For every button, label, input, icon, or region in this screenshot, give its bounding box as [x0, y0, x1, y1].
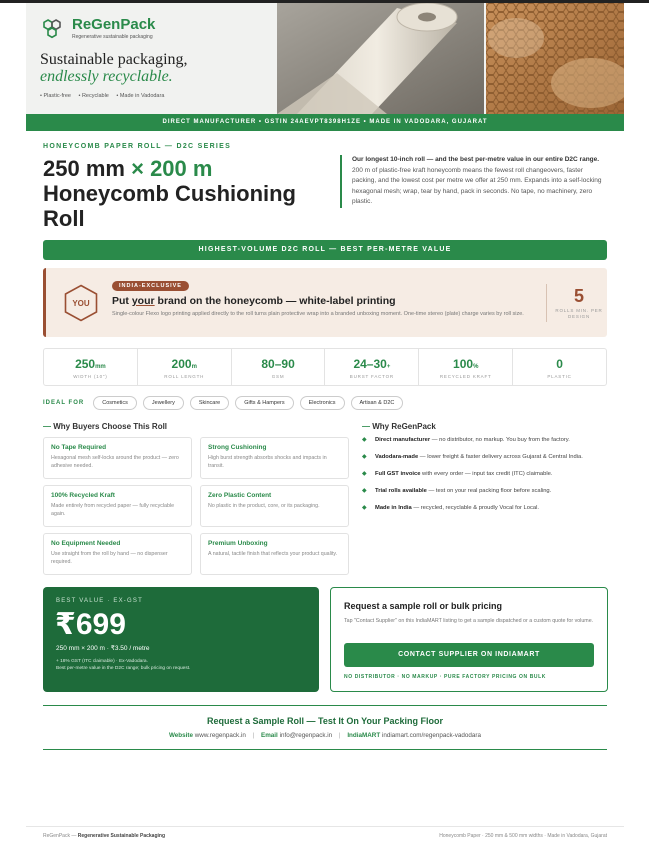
manufacturer-banner: DIRECT MANUFACTURER • GSTIN 24AEVPT8398H1ZE • MADE IN VADODARA, GUJARAT: [26, 114, 624, 131]
list-item: [362, 453, 607, 462]
price-label: BEST VALUE · EX-GST: [56, 598, 143, 604]
spec-value: 200: [171, 357, 192, 371]
hero-headline-accent: endlessly recyclable.: [40, 68, 173, 85]
contact-supplier-button[interactable]: CONTACT SUPPLIER ON INDIAMART: [344, 643, 594, 667]
spec-unit: mm: [95, 364, 106, 370]
spec-value: 0: [556, 357, 563, 371]
item-text: with every order — input tax credit (ITC) claimable.: [420, 471, 553, 477]
spec-value: 100: [453, 357, 474, 371]
use-case-chip: Gifts & Hampers: [235, 396, 293, 410]
hexagon-logo-icon: [40, 17, 64, 41]
brand-tagline: Regenerative sustainable packaging: [72, 34, 153, 40]
title-part: brand on the honeycomb — white-label printing: [154, 295, 396, 307]
benefit-title: Premium Unboxing: [208, 540, 268, 547]
heading-text: Why Buyers Choose This Roll: [53, 422, 168, 431]
benefit-card: [43, 437, 192, 479]
price-per-metre: 250 mm × 200 m · ₹3.50 / metre: [56, 645, 150, 652]
use-case-chip: Cosmetics: [93, 396, 137, 410]
contact-title: Request a sample roll or bulk pricing: [344, 601, 503, 611]
benefit-title: Strong Cushioning: [208, 444, 267, 451]
intro-bold: Our longest 10-inch roll — and the best per-metre value in our entire D2C range.: [352, 156, 600, 163]
indiamart-label: IndiaMART: [347, 732, 381, 739]
email-label: Email: [261, 732, 278, 739]
spec-label: GSM: [271, 374, 285, 379]
item-bold: Vadodara-made: [375, 454, 419, 460]
spec-unit: m: [191, 364, 197, 370]
title-emphasis: your: [131, 295, 155, 307]
email-link[interactable]: info@regenpack.in: [279, 732, 333, 739]
use-case-chip: Electronics: [300, 396, 345, 410]
sample-title: Request a Sample Roll — Test It On Your Packing Floor: [206, 716, 444, 726]
use-case-chip: Jewellery: [143, 396, 184, 410]
list-item: [362, 470, 607, 479]
spec-unit: %: [473, 364, 479, 370]
separator: |: [338, 732, 341, 739]
sample-request-section: [43, 705, 607, 750]
spec-length: [138, 349, 232, 385]
min-rolls-caption: ROLLS MIN. PER DESIGN: [555, 308, 603, 319]
benefit-card: [200, 533, 349, 575]
intro-text: 200 m of plastic-free kraft honeycomb means the fewest roll changeovers, faster packing, and the lowest cost per metre we offer at 250 mm. Expands into a self-locking hexagonal mesh; wrap, tear by hand, pack in seconds. No tape, no machinery, zero plastic.: [352, 166, 602, 205]
title-size: 250 mm: [43, 156, 125, 181]
benefit-title: No Equipment Needed: [51, 540, 121, 547]
item-bold: Direct manufacturer: [375, 437, 431, 443]
spec-burst: [325, 349, 419, 385]
list-item: [362, 487, 607, 496]
benefit-desc: A natural, tactile finish that reflects your product quality.: [208, 551, 338, 557]
spec-strip: [43, 348, 607, 386]
footer-left: [43, 833, 165, 839]
separator: |: [252, 732, 255, 739]
title-length: 200 m: [150, 156, 213, 181]
hero-section: [26, 3, 624, 114]
page-footer: [26, 826, 624, 839]
website-link[interactable]: www.regenpack.in: [194, 732, 246, 739]
spec-label: BURST FACTOR: [349, 374, 394, 379]
hero-tag: • Made in Vadodara: [116, 93, 165, 99]
benefit-desc: Made entirely from recycled paper — fully recyclable again.: [51, 503, 175, 517]
indiamart-link[interactable]: indiamart.com/regenpack-vadodara: [381, 732, 482, 739]
contact-line: [43, 732, 607, 739]
price-value: ₹699: [55, 608, 126, 641]
contact-card: [330, 587, 608, 692]
contact-desc: Tap "Contact Supplier" on this IndiaMART listing to get a sample dispatched or a custom quote for volume.: [344, 618, 594, 624]
min-rolls-number: 5: [573, 286, 584, 306]
ideal-for-label: IDEAL FOR: [43, 400, 85, 406]
product-title: [43, 156, 323, 231]
benefit-desc: Hexagonal mesh self-locks around the product — zero adhesive needed.: [51, 455, 179, 469]
item-text: — recycled, recyclable & proudly Vocal for Local.: [411, 505, 539, 511]
spec-label: PLASTIC: [547, 374, 572, 379]
item-bold: Trial rolls available: [375, 488, 427, 494]
hero-text-panel: [26, 3, 277, 114]
note-line: + 18% GST (ITC claimable) · Ex-Vadodara.: [56, 659, 148, 664]
title-name: Honeycomb Cushioning Roll: [43, 181, 296, 231]
list-item: [362, 436, 607, 445]
product-intro: [340, 155, 606, 208]
item-text: — lower freight & faster delivery across Gujarat & Central India.: [418, 454, 583, 460]
ideal-for-row: [43, 396, 409, 410]
hero-headline: Sustainable packaging,: [40, 51, 188, 68]
benefit-title: 100% Recycled Kraft: [51, 492, 115, 499]
india-exclusive-badge: INDIA-EXCLUSIVE: [112, 281, 189, 291]
white-label-title: [112, 295, 396, 307]
spec-value: 80–90: [261, 357, 295, 371]
list-item: [362, 504, 607, 513]
white-label-description: Single-colour Flexo logo printing applied directly to the roll turns plain protective wrap into a branded unboxing moment. One-time stereo (plate) charge varies by roll size.: [112, 311, 524, 317]
website-label: Website: [168, 732, 193, 739]
benefit-title: No Tape Required: [51, 444, 107, 451]
spec-label: RECYCLED KRAFT: [439, 374, 492, 379]
benefit-title: Zero Plastic Content: [208, 492, 272, 499]
benefit-desc: High burst strength absorbs shocks and impacts in transit.: [208, 455, 327, 469]
spec-unit: +: [386, 364, 391, 370]
spec-label: ROLL LENGTH: [164, 374, 205, 379]
value-banner: HIGHEST-VOLUME D2C ROLL — BEST PER-METRE VALUE: [43, 240, 607, 260]
note-line: Best per-metre value in the D2C range; bulk pricing on request.: [56, 666, 191, 671]
hexagon-you-icon: [63, 284, 99, 322]
white-label-panel: [43, 268, 607, 337]
paper-roll-photo: [277, 3, 484, 114]
use-case-chip: Skincare: [190, 396, 229, 410]
spec-plastic: [513, 349, 606, 385]
item-text: — no distributor, no markup. You buy from the factory.: [430, 437, 570, 443]
contact-footnote: NO DISTRIBUTOR · NO MARKUP · PURE FACTORY PRICING ON BULK: [344, 674, 546, 680]
use-case-chip: Artisan & D2C: [351, 396, 404, 410]
item-bold: Full GST invoice: [375, 471, 421, 477]
item-text: — test on your real packing floor before scaling.: [426, 488, 552, 494]
footer-right: Honeycomb Paper · 250 mm & 500 mm widths · Made in Vadodara, Gujarat: [439, 833, 607, 839]
hero-tag: • Plastic-free: [40, 93, 71, 99]
buyers-heading: — Why Buyers Choose This Roll: [43, 422, 168, 431]
hero-tag: • Recyclable: [78, 93, 109, 99]
item-bold: Made in India: [375, 505, 412, 511]
spec-value: 250: [75, 357, 96, 371]
why-regenpack-heading: — Why ReGenPack: [362, 422, 436, 431]
benefit-desc: No plastic in the product, core, or its packaging.: [208, 503, 320, 509]
hex-label: YOU: [72, 299, 90, 308]
why-regenpack-list: [362, 436, 607, 513]
product-kicker: HONEYCOMB PAPER ROLL — D2C SERIES: [43, 143, 232, 150]
spec-gsm: [232, 349, 326, 385]
benefit-card: [43, 485, 192, 527]
benefit-desc: Use straight from the roll by hand — no dispenser required.: [51, 551, 168, 565]
price-note: [56, 658, 306, 672]
spec-label: WIDTH (10"): [73, 374, 108, 379]
spec-value: 24–30: [353, 357, 387, 371]
benefit-card: [43, 533, 192, 575]
spec-recycled: [419, 349, 513, 385]
heading-text: Why ReGenPack: [372, 422, 436, 431]
title-times: ×: [131, 156, 144, 181]
benefit-card: [200, 485, 349, 527]
brand-name: ReGenPack: [72, 16, 156, 33]
price-card: [43, 587, 319, 692]
title-part: Put: [112, 295, 132, 307]
hero-tags: [40, 93, 170, 99]
honeycomb-wrap-photo: [486, 3, 624, 114]
spec-width: [44, 349, 138, 385]
footer-text: ReGenPack —: [43, 833, 78, 839]
benefit-card: [200, 437, 349, 479]
footer-bold: Regenerative Sustainable Packaging: [77, 833, 166, 839]
divider: [546, 284, 547, 322]
